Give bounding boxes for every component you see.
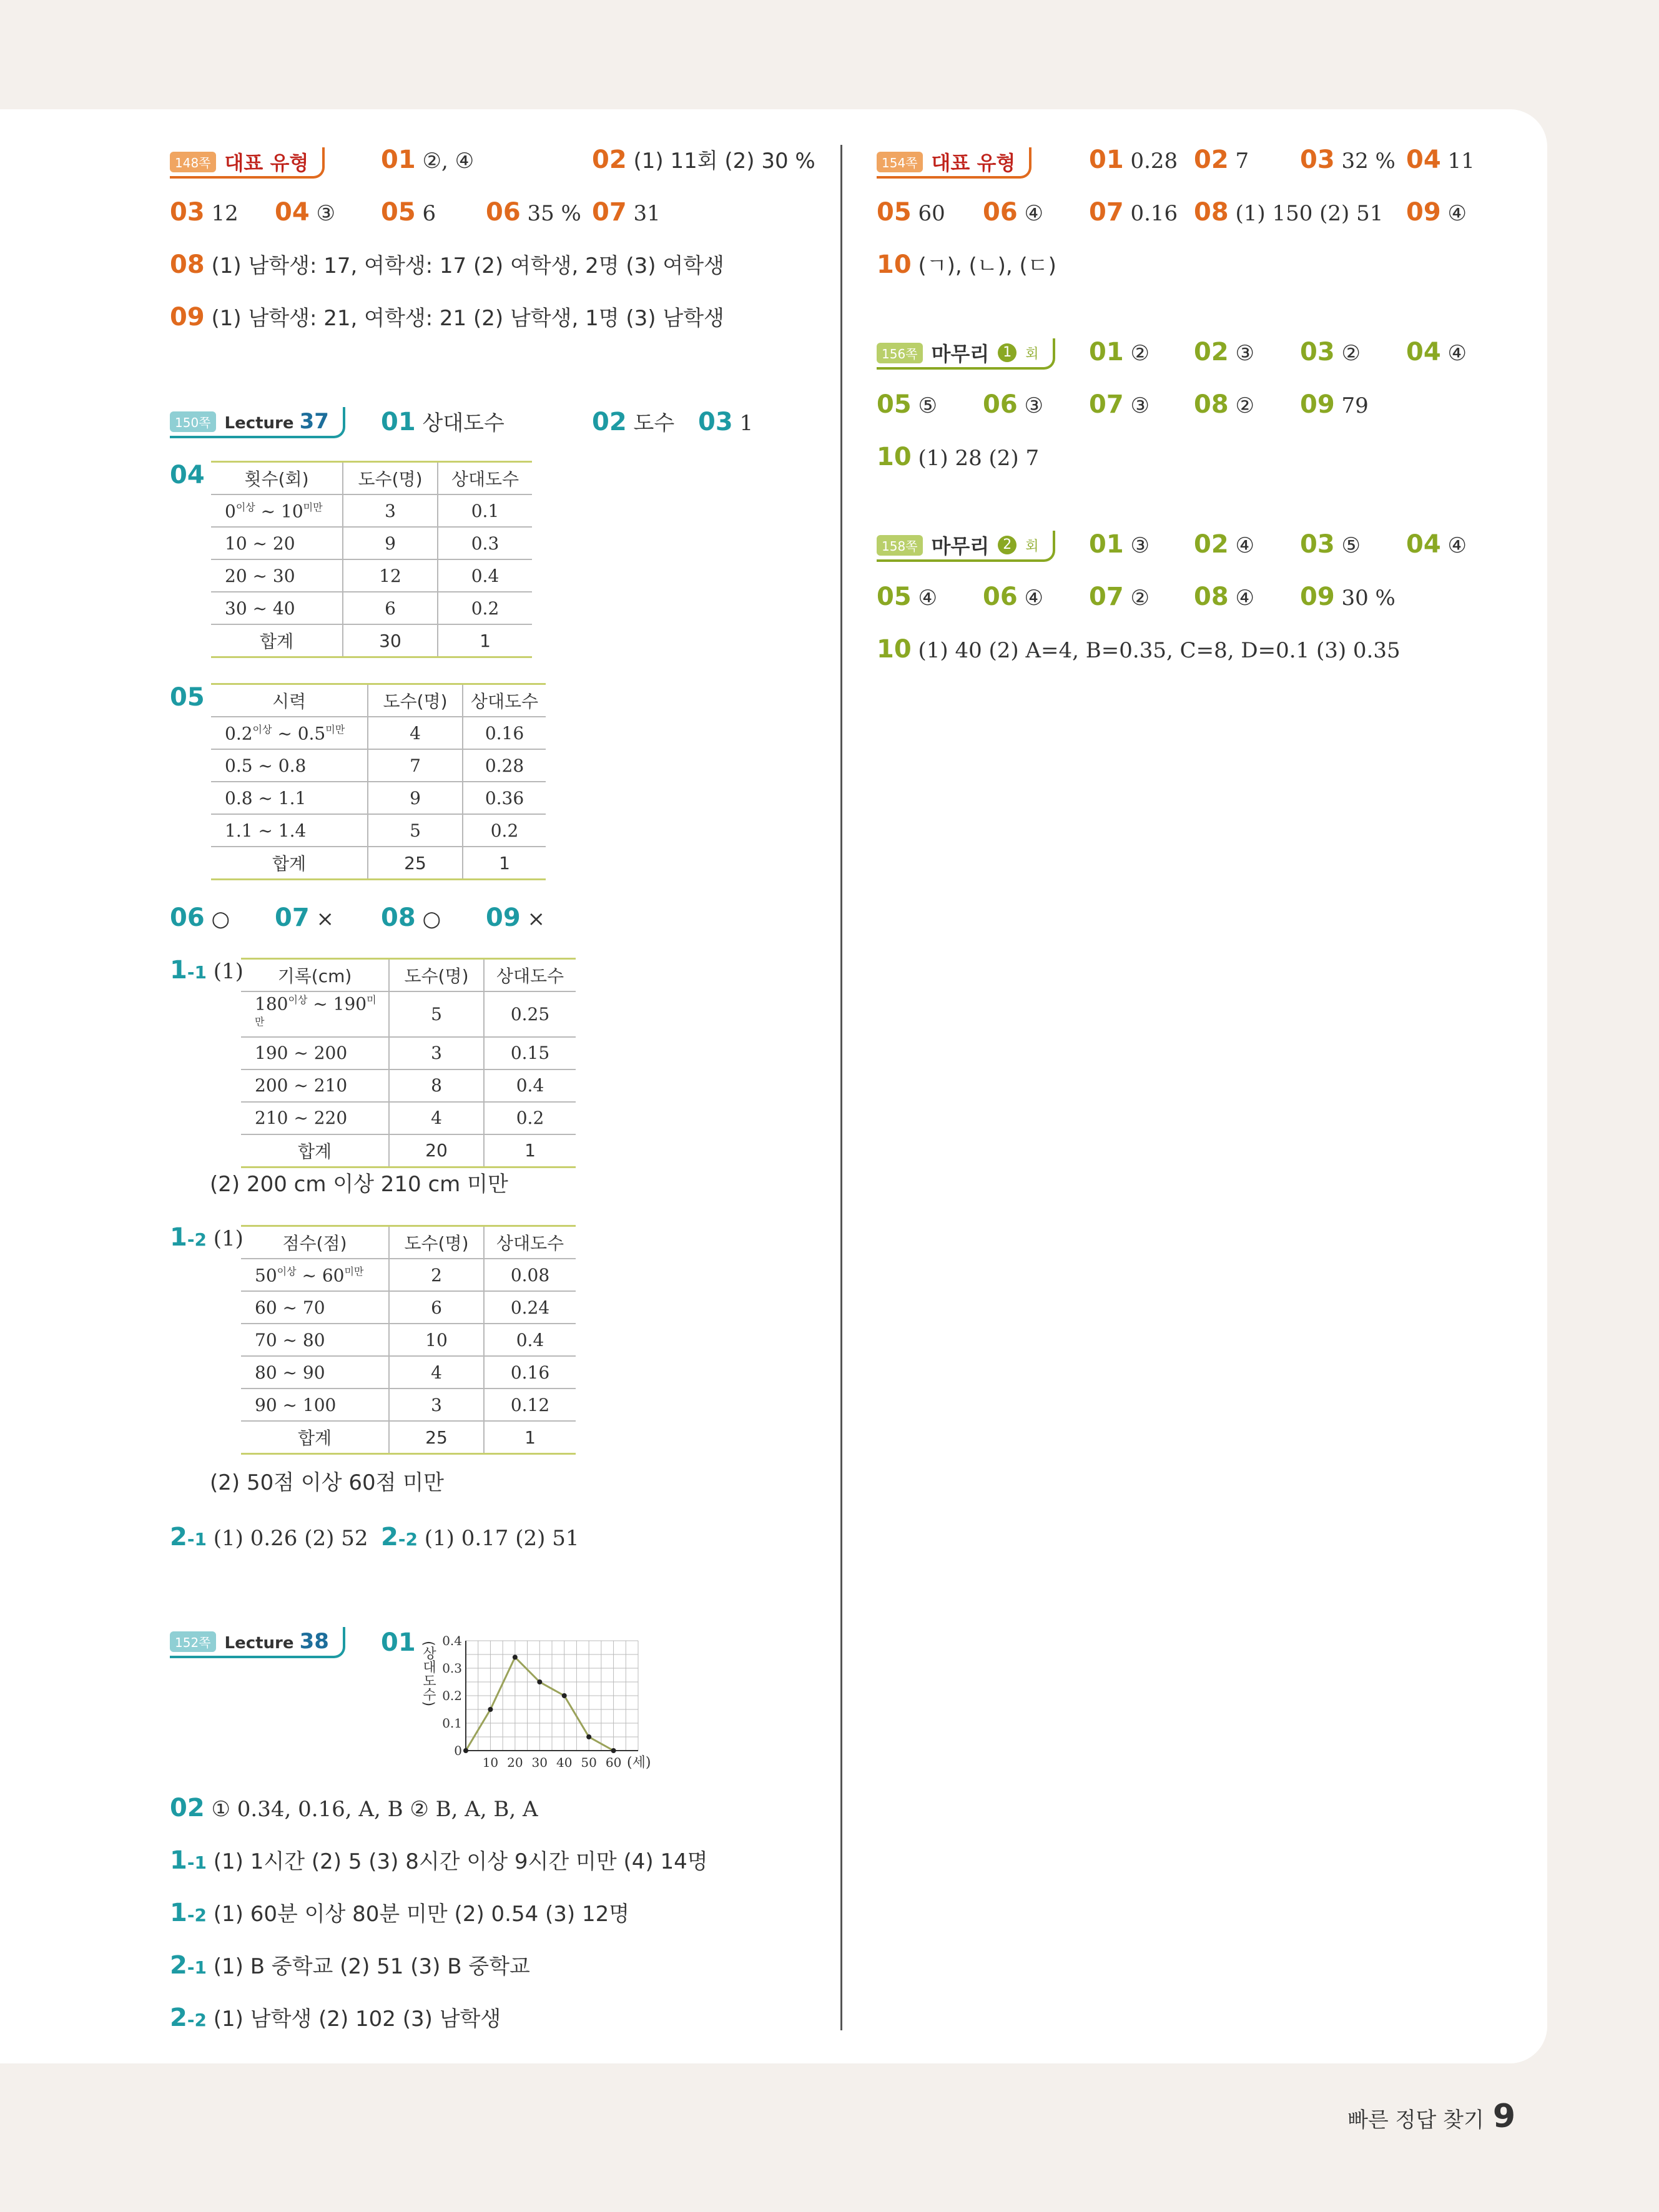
- x-tick-labels: [483, 1755, 622, 1770]
- page-ref: 150쪽: [170, 411, 216, 432]
- r-answer-03: 03 32 %: [1300, 145, 1396, 174]
- data-point: [562, 1693, 567, 1698]
- m1-answer-05: 05 ⑤: [877, 390, 937, 419]
- section-label: Lecture 38: [224, 1629, 329, 1654]
- y-tick-label: 0.2: [442, 1688, 462, 1703]
- answer-2-2: 2-2 (1) 0.17 (2) 51: [381, 1523, 579, 1551]
- answer-l38-2-1: 2-1 (1) B 중학교 (2) 51 (3) B 중학교: [170, 1951, 530, 1980]
- m2-answer-03: 03 ⑤: [1300, 530, 1361, 559]
- answer-l38-02: 02 ① 0.34, 0.16, A, B ② B, A, B, A: [170, 1794, 538, 1822]
- y-tick-label: 0: [454, 1743, 462, 1758]
- question-1-2-label: 1-2 (1): [170, 1223, 244, 1252]
- round-suffix: 회: [1025, 346, 1039, 362]
- r-answer-05: 05 60: [877, 198, 945, 227]
- m2-answer-09: 09 30 %: [1300, 582, 1396, 611]
- x-tick-label: 50: [581, 1755, 597, 1770]
- answer-02: 02 (1) 11회 (2) 30 %: [592, 145, 815, 174]
- data-point: [537, 1679, 542, 1684]
- m1-answer-10: 10 (1) 28 (2) 7: [877, 443, 1040, 471]
- footer-text: 빠른 정답 찾기: [1347, 2108, 1484, 2133]
- answer-2-1: 2-1 (1) 0.26 (2) 52: [170, 1523, 368, 1551]
- m1-answer-07: 07 ③: [1089, 390, 1149, 419]
- frequency-table-1-2: 점수(점) 도수(명) 상대도수 $50^{이상}$ ~ $60^{미만}$ 2 0.08 60 ~ 70 6 0.24 70 ~ 80 10 0.4 80 ~ 90 4 0.16 90 ~ 100 3 0.12 합계 25 1: [241, 1225, 576, 1455]
- x-tick-label: 40: [556, 1755, 573, 1770]
- frequency-table-05: 시력 도수(명) 상대도수 $0.2^{이상}$ ~ $0.5^{미만}$ 4 0.16 0.5 ~ 0.8 7 0.28 0.8 ~ 1.1 9 0.36 1.1 ~ 1.4 5 0.2 합계 25 1: [211, 683, 546, 880]
- section-badge-lecture38: [170, 1627, 345, 1658]
- answer-04: 04 ③: [275, 198, 335, 227]
- question-1-1-label: 1-1 (1): [170, 956, 244, 985]
- section-label: 마무리: [931, 342, 990, 366]
- page-ref: 154쪽: [877, 152, 923, 172]
- m1-answer-03: 03 ②: [1300, 338, 1361, 366]
- answer-03: 03 12: [170, 198, 239, 227]
- data-point: [611, 1748, 616, 1753]
- section-badge-mamuri1: [877, 338, 1055, 370]
- r-answer-07: 07 0.16: [1089, 198, 1178, 227]
- y-tick-label: 0.1: [442, 1716, 462, 1731]
- m1-answer-04: 04 ④: [1406, 338, 1467, 366]
- r-answer-01: 01 0.28: [1089, 145, 1178, 174]
- page-ref: 152쪽: [170, 1631, 216, 1652]
- column-divider: [840, 145, 842, 2030]
- frequency-table-04: 횟수(회) 도수(명) 상대도수 $0^{이상}$ ~ $10^{미만}$ 3 0.1 10 ~ 20 9 0.3 20 ~ 30 12 0.4 30 ~ 40 6 0.2 합계 30 1: [211, 461, 532, 658]
- answer-ox-09: 09 ×: [486, 903, 545, 932]
- r-answer-10: 10 (ㄱ), (ㄴ), (ㄷ): [877, 250, 1056, 279]
- section-label: Lecture 37: [224, 409, 329, 434]
- page-number: 9: [1492, 2098, 1515, 2135]
- data-point: [586, 1734, 591, 1739]
- m2-answer-01: 01 ③: [1089, 530, 1149, 559]
- y-tick-label: 0.4: [442, 1633, 462, 1648]
- m2-answer-04: 04 ④: [1406, 530, 1467, 559]
- answer-ox-08: 08 ○: [381, 903, 441, 932]
- m1-answer-06: 06 ③: [983, 390, 1043, 419]
- answer-06: 06 35 %: [486, 198, 581, 227]
- chart-grid: [466, 1641, 638, 1751]
- m2-answer-08: 08 ④: [1194, 582, 1254, 611]
- section-badge-daepyo: [170, 147, 325, 179]
- section-label: 마무리: [931, 534, 990, 558]
- r-answer-09: 09 ④: [1406, 198, 1467, 227]
- m2-answer-02: 02 ④: [1194, 530, 1254, 559]
- data-point: [488, 1707, 493, 1712]
- r-answer-02: 02 7: [1194, 145, 1249, 174]
- m2-answer-05: 05 ④: [877, 582, 937, 611]
- page-ref: 158쪽: [877, 535, 923, 556]
- answer-08: 08 (1) 남학생: 17, 여학생: 17 (2) 여학생, 2명 (3) 여학생: [170, 250, 724, 279]
- r-answer-08: 08 (1) 150 (2) 51: [1194, 198, 1384, 227]
- m2-answer-07: 07 ②: [1089, 582, 1149, 611]
- page-footer: [1347, 2098, 1515, 2135]
- m1-answer-08: 08 ②: [1194, 390, 1254, 419]
- relative-frequency-polygon: [416, 1622, 666, 1772]
- x-tick-label: 60: [605, 1755, 622, 1770]
- y-axis-label: (상대도수): [420, 1641, 436, 1707]
- m1-answer-02: 02 ③: [1194, 338, 1254, 366]
- answer-ox-07: 07 ×: [275, 903, 334, 932]
- data-point: [513, 1654, 518, 1659]
- m1-answer-09: 09 79: [1300, 390, 1369, 419]
- round-number: 1: [998, 343, 1017, 362]
- answer-l38-1-1: 1-1 (1) 1시간 (2) 5 (3) 8시간 이상 9시간 미만 (4) 14명: [170, 1846, 708, 1875]
- answer-05: 05 6: [381, 198, 436, 227]
- frequency-table-1-1: 기록(cm) 도수(명) 상대도수 $180^{이상}$ ~ $190^{미만}$ 5 0.25 190 ~ 200 3 0.15 200 ~ 210 8 0.4 210 ~ 220 4 0.2 합계 20 1: [241, 958, 576, 1168]
- section-badge-daepyo-right: [877, 147, 1031, 179]
- page-ref: 156쪽: [877, 343, 923, 363]
- answer-09: 09 (1) 남학생: 21, 여학생: 21 (2) 남학생, 1명 (3) 남학생: [170, 303, 724, 332]
- section-badge-lecture37: [170, 407, 345, 438]
- round-number: 2: [998, 536, 1017, 554]
- answer-l38-2-2: 2-2 (1) 남학생 (2) 102 (3) 남학생: [170, 2003, 501, 2032]
- answer-07: 07 31: [592, 198, 661, 227]
- x-tick-label: 20: [507, 1755, 523, 1770]
- y-tick-label: 0.3: [442, 1661, 462, 1676]
- answer-l37-02: 02 도수: [592, 408, 675, 436]
- section-label: 대표 유형: [931, 151, 1016, 175]
- question-04-number: 04: [170, 461, 205, 489]
- answer-l37-01: 01 상대도수: [381, 408, 505, 436]
- section-label: 대표 유형: [224, 151, 309, 175]
- x-tick-label: 10: [482, 1755, 499, 1770]
- answer-1-2-part2: (2) 50점 이상 60점 미만: [210, 1470, 444, 1495]
- r-answer-04: 04 11: [1406, 145, 1475, 174]
- answer-1-1-part2: (2) 200 cm 이상 210 cm 미만: [210, 1172, 508, 1197]
- m1-answer-01: 01 ②: [1089, 338, 1149, 366]
- m2-answer-06: 06 ④: [983, 582, 1043, 611]
- x-axis-unit: (세): [627, 1755, 651, 1771]
- answer-l38-01-number: 01: [381, 1628, 416, 1657]
- r-answer-06: 06 ④: [983, 198, 1043, 227]
- data-point: [463, 1748, 468, 1753]
- y-tick-labels: [442, 1633, 462, 1758]
- answer-l38-1-2: 1-2 (1) 60분 이상 80분 미만 (2) 0.54 (3) 12명: [170, 1899, 630, 1927]
- section-badge-mamuri2: [877, 531, 1055, 562]
- x-tick-label: 30: [531, 1755, 548, 1770]
- answer-l37-03: 03 1: [698, 408, 754, 436]
- round-suffix: 회: [1025, 538, 1039, 554]
- page-ref: 148쪽: [170, 152, 216, 172]
- answer-01: 01 ②, ④: [381, 145, 475, 174]
- answer-ox-06: 06 ○: [170, 903, 230, 932]
- question-05-number: 05: [170, 683, 205, 712]
- m2-answer-10: 10 (1) 40 (2) A=4, B=0.35, C=8, D=0.1 (3) 0.35: [877, 635, 1401, 664]
